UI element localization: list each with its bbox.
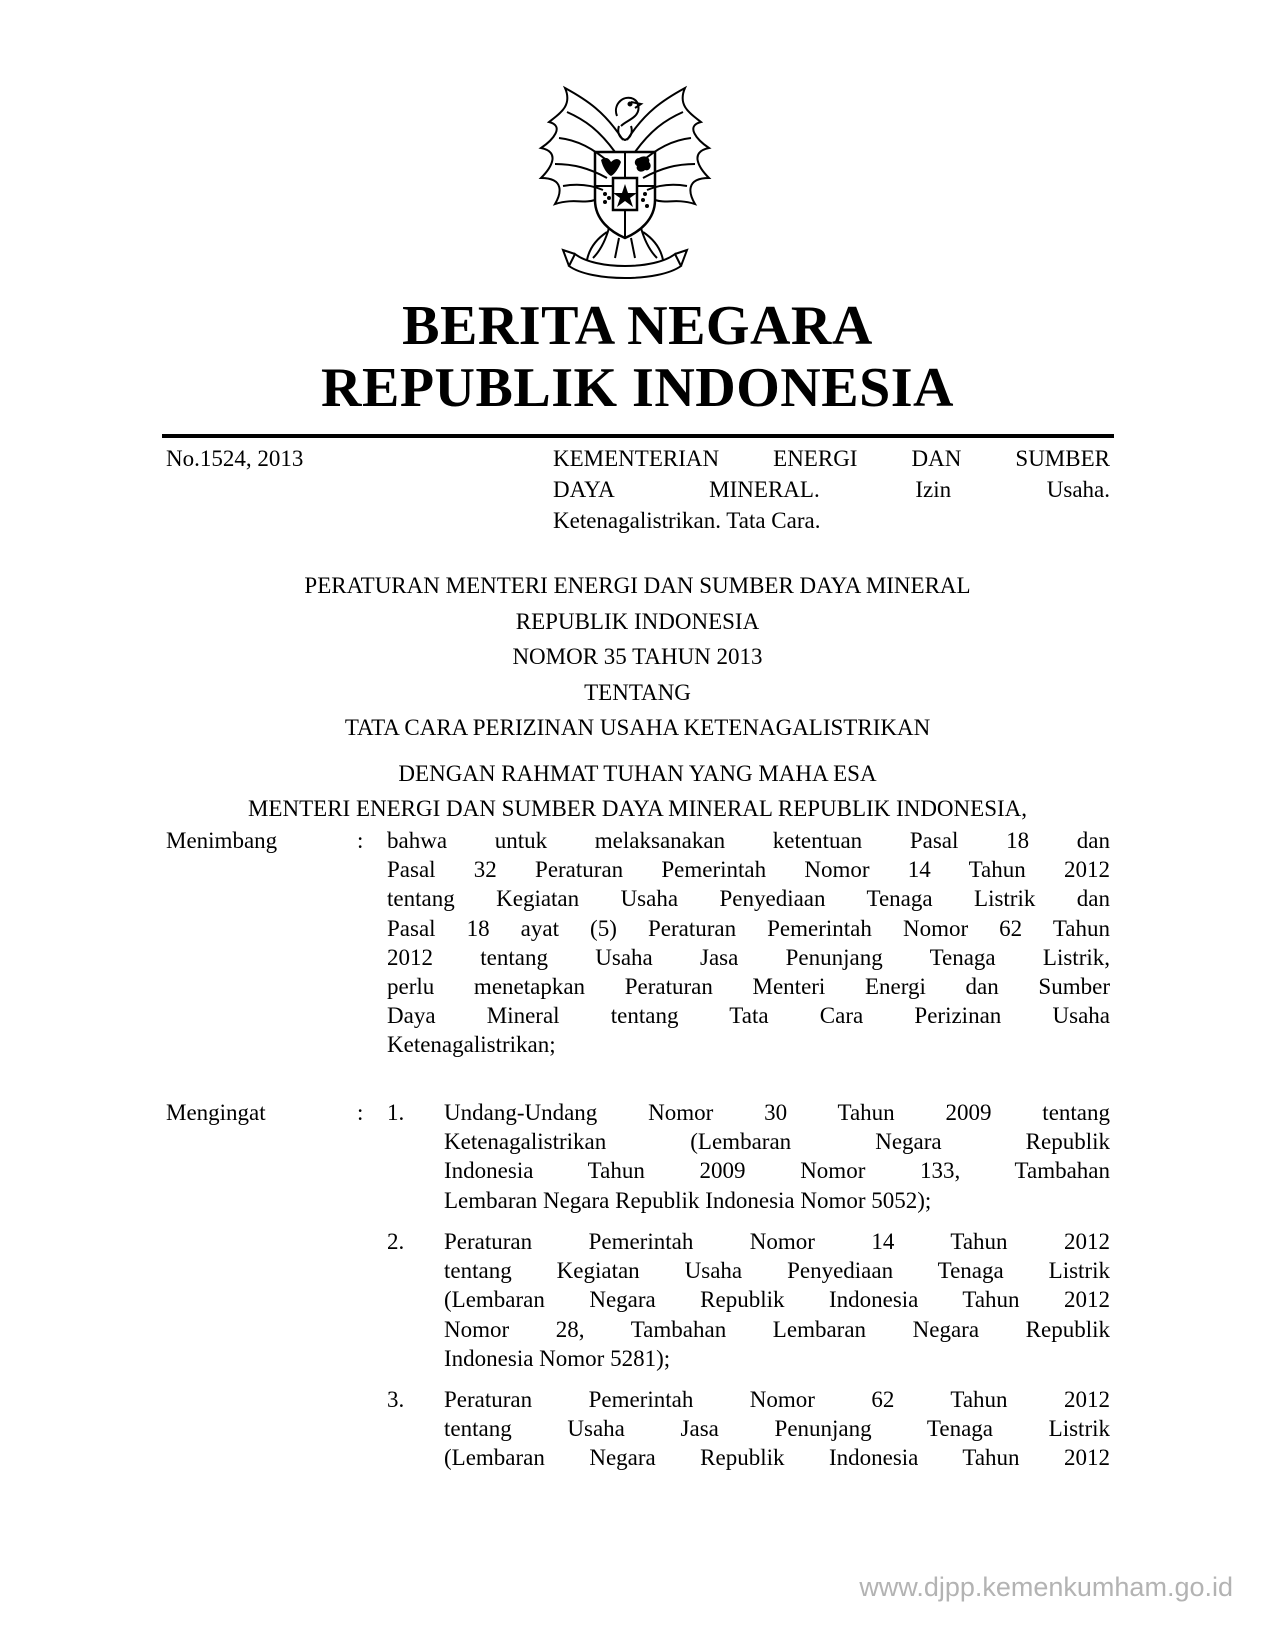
mengingat-item-line: Indonesia Nomor 5281); xyxy=(444,1345,671,1371)
menimbang-line: 2012 tentang Usaha Jasa Penunjang Tenaga Listrik, xyxy=(387,944,1110,970)
gazette-summary-line: DAYA MINERAL. Izin Usaha. xyxy=(553,477,1110,502)
regulation-title-line: PERATURAN MENTERI ENERGI DAN SUMBER DAYA MINERAL xyxy=(304,573,971,598)
mengingat-item xyxy=(444,1098,1110,1215)
menimbang-line: Daya Mineral tentang Tata Cara Perizinan Usaha xyxy=(387,1003,1110,1029)
gazette-summary-line: Ketenagalistrikan. Tata Cara. xyxy=(553,508,821,533)
mengingat-item-line: Lembaran Negara Republik Indonesia Nomor 5052); xyxy=(444,1187,932,1213)
mengingat-item-line: Peraturan Pemerintah Nomor 62 Tahun 2012 xyxy=(444,1387,1110,1412)
preamble xyxy=(0,756,1275,826)
mengingat-item-number: 1. xyxy=(387,1100,405,1125)
mengingat-item-line: (Lembaran Negara Republik Indonesia Tahun 2012 xyxy=(444,1287,1110,1313)
mengingat-colon: : xyxy=(357,1100,364,1125)
regulation-title-line: NOMOR 35 TAHUN 2013 xyxy=(512,644,763,669)
regulation-title-line: TENTANG xyxy=(584,679,691,705)
gazette-summary xyxy=(553,443,1110,536)
mengingat-item xyxy=(444,1385,1110,1473)
mengingat-item-line: Nomor 28, Tambahan Lembaran Negara Republik xyxy=(444,1316,1110,1342)
preamble-line: MENTERI ENERGI DAN SUMBER DAYA MINERAL REPUBLIK INDONESIA, xyxy=(247,796,1028,821)
preamble-line: DENGAN RAHMAT TUHAN YANG MAHA ESA xyxy=(398,761,877,786)
menimbang-text xyxy=(387,826,1110,1060)
menimbang-line: Ketenagalistrikan; xyxy=(387,1032,556,1058)
mengingat-item-line: Peraturan Pemerintah Nomor 14 Tahun 2012 xyxy=(444,1229,1110,1254)
menimbang-colon: : xyxy=(357,828,364,853)
regulation-title xyxy=(0,568,1275,746)
mengingat-item-line: (Lembaran Negara Republik Indonesia Tahun 2012 xyxy=(444,1445,1110,1471)
mengingat-item-line: Undang-Undang Nomor 30 Tahun 2009 tentang xyxy=(444,1100,1110,1125)
menimbang-label: Menimbang xyxy=(166,828,278,853)
masthead-line-2: REPUBLIK INDONESIA xyxy=(321,357,954,419)
menimbang-line: tentang Kegiatan Usaha Penyediaan Tenaga Listrik dan xyxy=(387,886,1110,912)
gazette-number: No.1524, 2013 xyxy=(166,446,304,471)
mengingat-item-line: Ketenagalistrikan (Lembaran Negara Republik xyxy=(444,1129,1110,1155)
mengingat-item-line: tentang Kegiatan Usaha Penyediaan Tenaga Listrik xyxy=(444,1258,1110,1284)
mengingat-label: Mengingat xyxy=(166,1100,266,1125)
mengingat-item-line: tentang Usaha Jasa Penunjang Tenaga Listrik xyxy=(444,1416,1110,1442)
mengingat-item-line: Indonesia Tahun 2009 Nomor 133, Tambahan xyxy=(444,1158,1110,1184)
menimbang-line: Pasal 32 Peraturan Pemerintah Nomor 14 Tahun 2012 xyxy=(387,857,1110,883)
gazette-summary-line: KEMENTERIAN ENERGI DAN SUMBER xyxy=(553,446,1110,471)
regulation-title-line: REPUBLIK INDONESIA xyxy=(515,608,760,634)
mengingat-item-number: 3. xyxy=(387,1387,405,1412)
mengingat-item xyxy=(444,1227,1110,1373)
masthead-divider xyxy=(162,434,1114,438)
mengingat-item-number: 2. xyxy=(387,1229,405,1254)
menimbang-line: bahwa untuk melaksanakan ketentuan Pasal 18 dan xyxy=(387,828,1110,853)
masthead-line-1: BERITA NEGARA xyxy=(402,295,873,357)
watermark-url: www.djpp.kemenkumham.go.id xyxy=(859,1572,1233,1602)
menimbang-line: Pasal 18 ayat (5) Peraturan Pemerintah Nomor 62 Tahun xyxy=(387,915,1110,941)
regulation-title-line: TATA CARA PERIZINAN USAHA KETENAGALISTRIKAN xyxy=(344,715,931,740)
garuda-pancasila-emblem-icon xyxy=(535,82,715,282)
menimbang-line: perlu menetapkan Peraturan Menteri Energi dan Sumber xyxy=(387,973,1110,999)
